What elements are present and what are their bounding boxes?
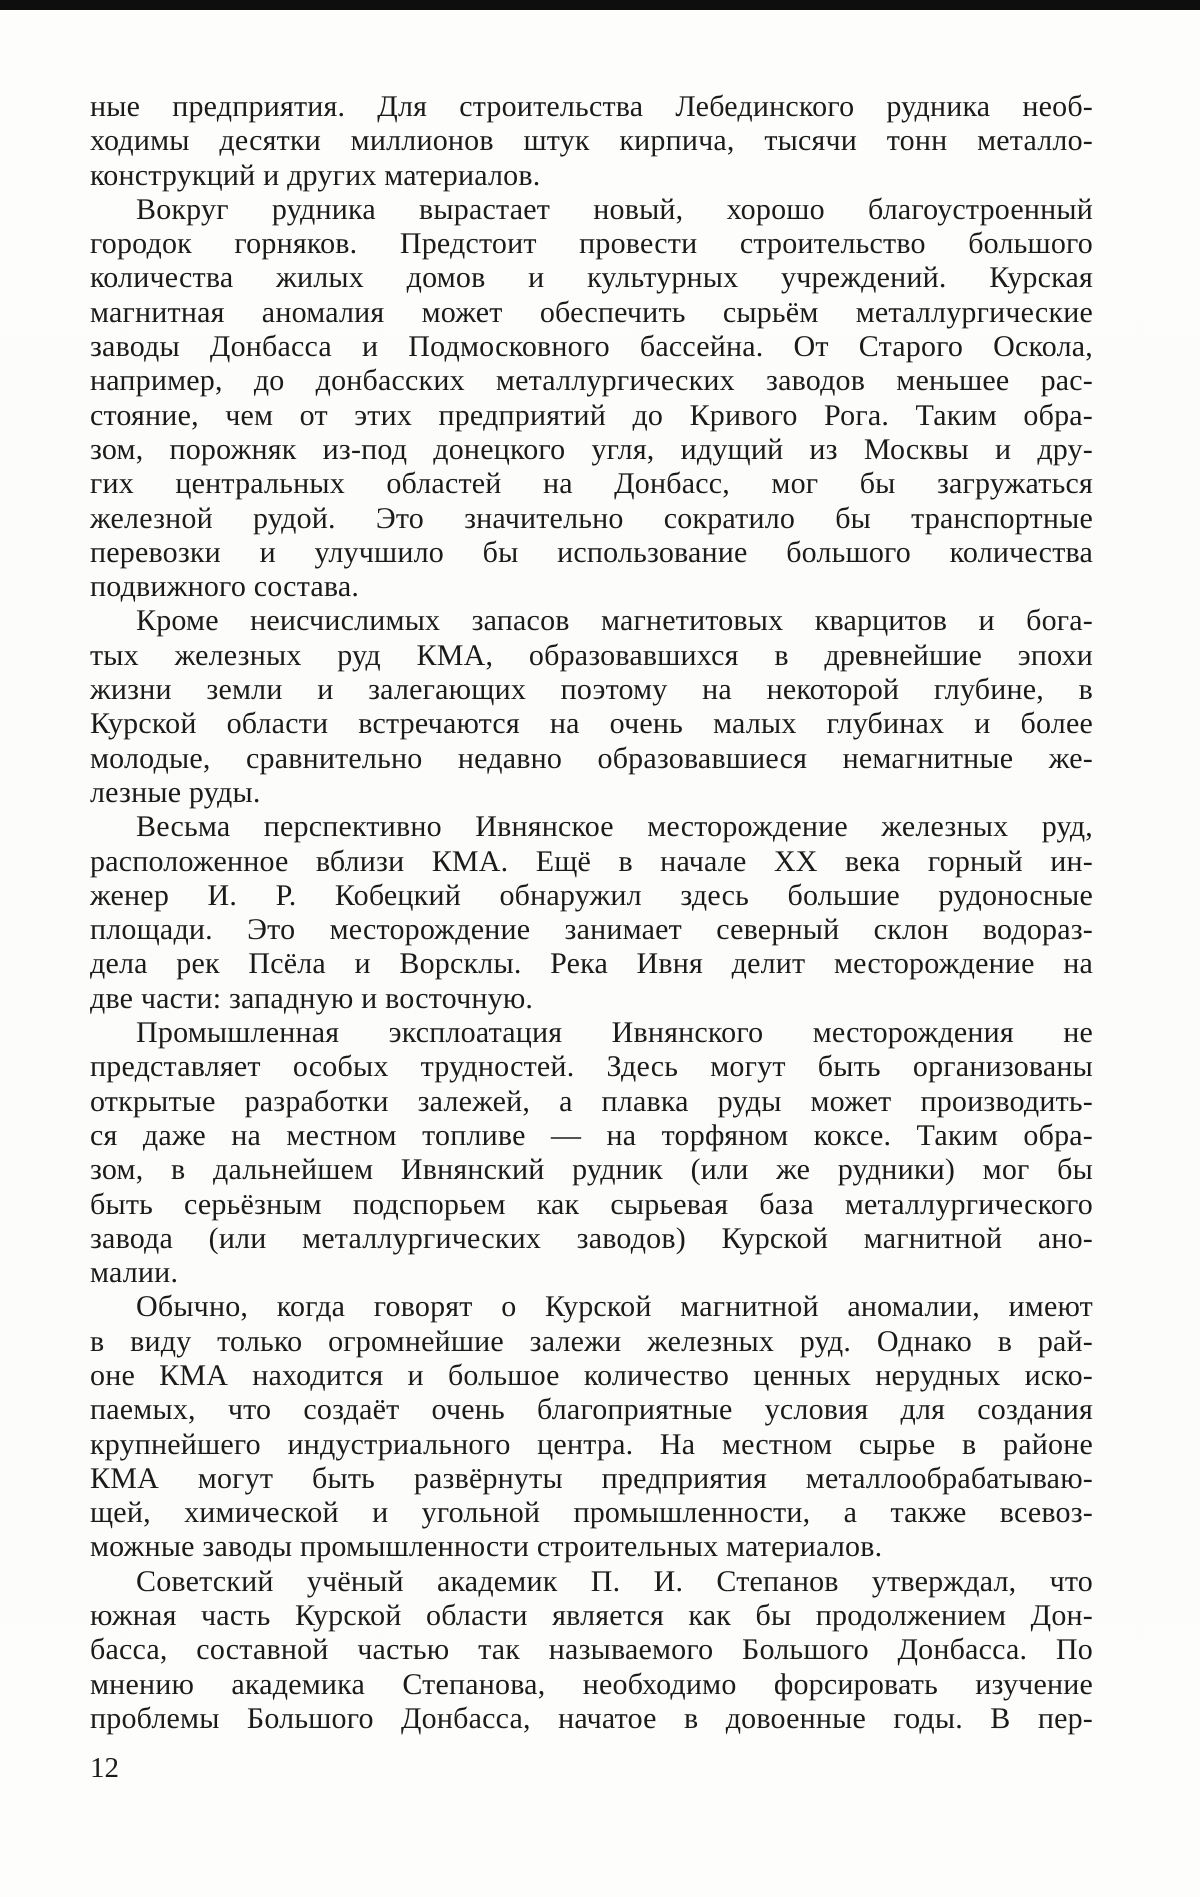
paragraph — [90, 90, 1093, 193]
text-line: молодые, сравнительно недавно образовавшиеся немагнитные же- — [90, 741, 1093, 775]
text-line: железной рудой. Это значительно сократило бы транспортные — [90, 501, 1093, 535]
paragraph — [90, 810, 1093, 1016]
text-line: можные заводы промышленности строительных материалов. — [90, 1530, 883, 1564]
text-line: подвижного состава. — [90, 570, 360, 604]
text-line: быть серьёзным подспорьем как сырьевая база металлургического — [90, 1187, 1093, 1221]
text-line: ные предприятия. Для строительства Лебединского рудника необ- — [90, 90, 1093, 123]
text-line: щей, химической и угольной промышленности, а также всевоз- — [90, 1496, 1093, 1530]
text-line: ся даже на местном топливе — на торфяном коксе. Таким обра- — [90, 1118, 1093, 1152]
text-line: Кроме неисчислимых запасов магнетитовых кварцитов и бога- — [136, 604, 1093, 638]
text-line: тых железных руд КМА, образовавшихся в древнейшие эпохи — [90, 638, 1093, 672]
text-line: стояние, чем от этих предприятий до Кривого Рога. Таким обра- — [90, 398, 1093, 432]
text-line: зом, в дальнейшем Ивнянский рудник (или же рудники) мог бы — [90, 1153, 1093, 1187]
text-line: количества жилых домов и культурных учреждений. Курская — [90, 261, 1093, 295]
text-line: оне КМА находится и большое количество ценных нерудных иско- — [90, 1358, 1093, 1392]
text-line: представляет особых трудностей. Здесь могут быть организованы — [90, 1050, 1093, 1084]
text-line: площади. Это месторождение занимает северный склон водораз- — [90, 913, 1093, 947]
paragraph — [90, 1290, 1093, 1564]
page-number: 12 — [90, 1752, 119, 1784]
text-line: ходимы десятки миллионов штук кирпича, тысячи тонн металло- — [90, 124, 1093, 158]
text-line: дела рек Псёла и Ворсклы. Река Ивня делит месторождение на — [90, 947, 1093, 981]
text-line: Промышленная эксплоатация Ивнянского месторождения не — [136, 1016, 1093, 1050]
text-line: Обычно, когда говорят о Курской магнитной аномалии, имеют — [136, 1290, 1093, 1324]
text-line: женер И. Р. Кобецкий обнаружил здесь большие рудоносные — [90, 878, 1093, 912]
text-line: малии. — [90, 1256, 179, 1290]
text-line: паемых, что создаёт очень благоприятные условия для создания — [90, 1393, 1093, 1427]
text-line: проблемы Большого Донбасса, начатое в довоенные годы. В пер- — [90, 1701, 1093, 1735]
text-line: гих центральных областей на Донбасс, мог бы загружаться — [90, 467, 1093, 501]
text-line: крупнейшего индустриального центра. На местном сырье в районе — [90, 1427, 1093, 1461]
paragraph — [90, 193, 1093, 605]
text-line: басса, составной частью так называемого Большого Донбасса. По — [90, 1633, 1093, 1667]
paragraph — [90, 1016, 1093, 1290]
text-block — [90, 90, 1093, 1736]
text-line: Вокруг рудника вырастает новый, хорошо благоустроенный — [136, 192, 1093, 226]
text-line: зом, порожняк из-под донецкого угля, идущий из Москвы и дру- — [90, 432, 1093, 466]
text-line: например, до донбасских металлургических заводов меньшее рас- — [90, 364, 1093, 398]
paragraph — [90, 604, 1093, 810]
text-line: Весьма перспективно Ивнянское месторождение железных руд, — [136, 810, 1093, 844]
text-line: городок горняков. Предстоит провести строительство большого — [90, 227, 1093, 261]
text-line: Курской области встречаются на очень малых глубинах и более — [90, 707, 1093, 741]
text-line: перевозки и улучшило бы использование большого количества — [90, 535, 1093, 569]
paragraph — [90, 1565, 1093, 1736]
text-line: магнитная аномалия может обеспечить сырьём металлургические — [90, 295, 1093, 329]
text-line: в виду только огромнейшие залежи железных руд. Однако в рай- — [90, 1324, 1093, 1358]
text-line: две части: западную и восточную. — [90, 981, 534, 1015]
text-line: КМА могут быть развёрнуты предприятия металлообрабатываю- — [90, 1461, 1093, 1495]
scan-edge-artifact — [0, 0, 1200, 10]
text-line: открытые разработки залежей, а плавка руды может производить- — [90, 1084, 1093, 1118]
text-line: заводы Донбасса и Подмосковного бассейна. От Старого Оскола, — [90, 330, 1093, 364]
text-line: южная часть Курской области является как бы продолжением Дон- — [90, 1599, 1093, 1633]
text-line: конструкций и других материалов. — [90, 158, 541, 192]
text-line: жизни земли и залегающих поэтому на некоторой глубине, в — [90, 673, 1093, 707]
text-line: расположенное вблизи КМА. Ещё в начале XX века горный ин- — [90, 844, 1093, 878]
text-line: мнению академика Степанова, необходимо форсировать изучение — [90, 1667, 1093, 1701]
text-line: Советский учёный академик П. И. Степанов утверждал, что — [136, 1564, 1093, 1598]
text-line: лезные руды. — [90, 775, 261, 809]
text-line: завода (или металлургических заводов) Курской магнитной ано- — [90, 1221, 1093, 1255]
